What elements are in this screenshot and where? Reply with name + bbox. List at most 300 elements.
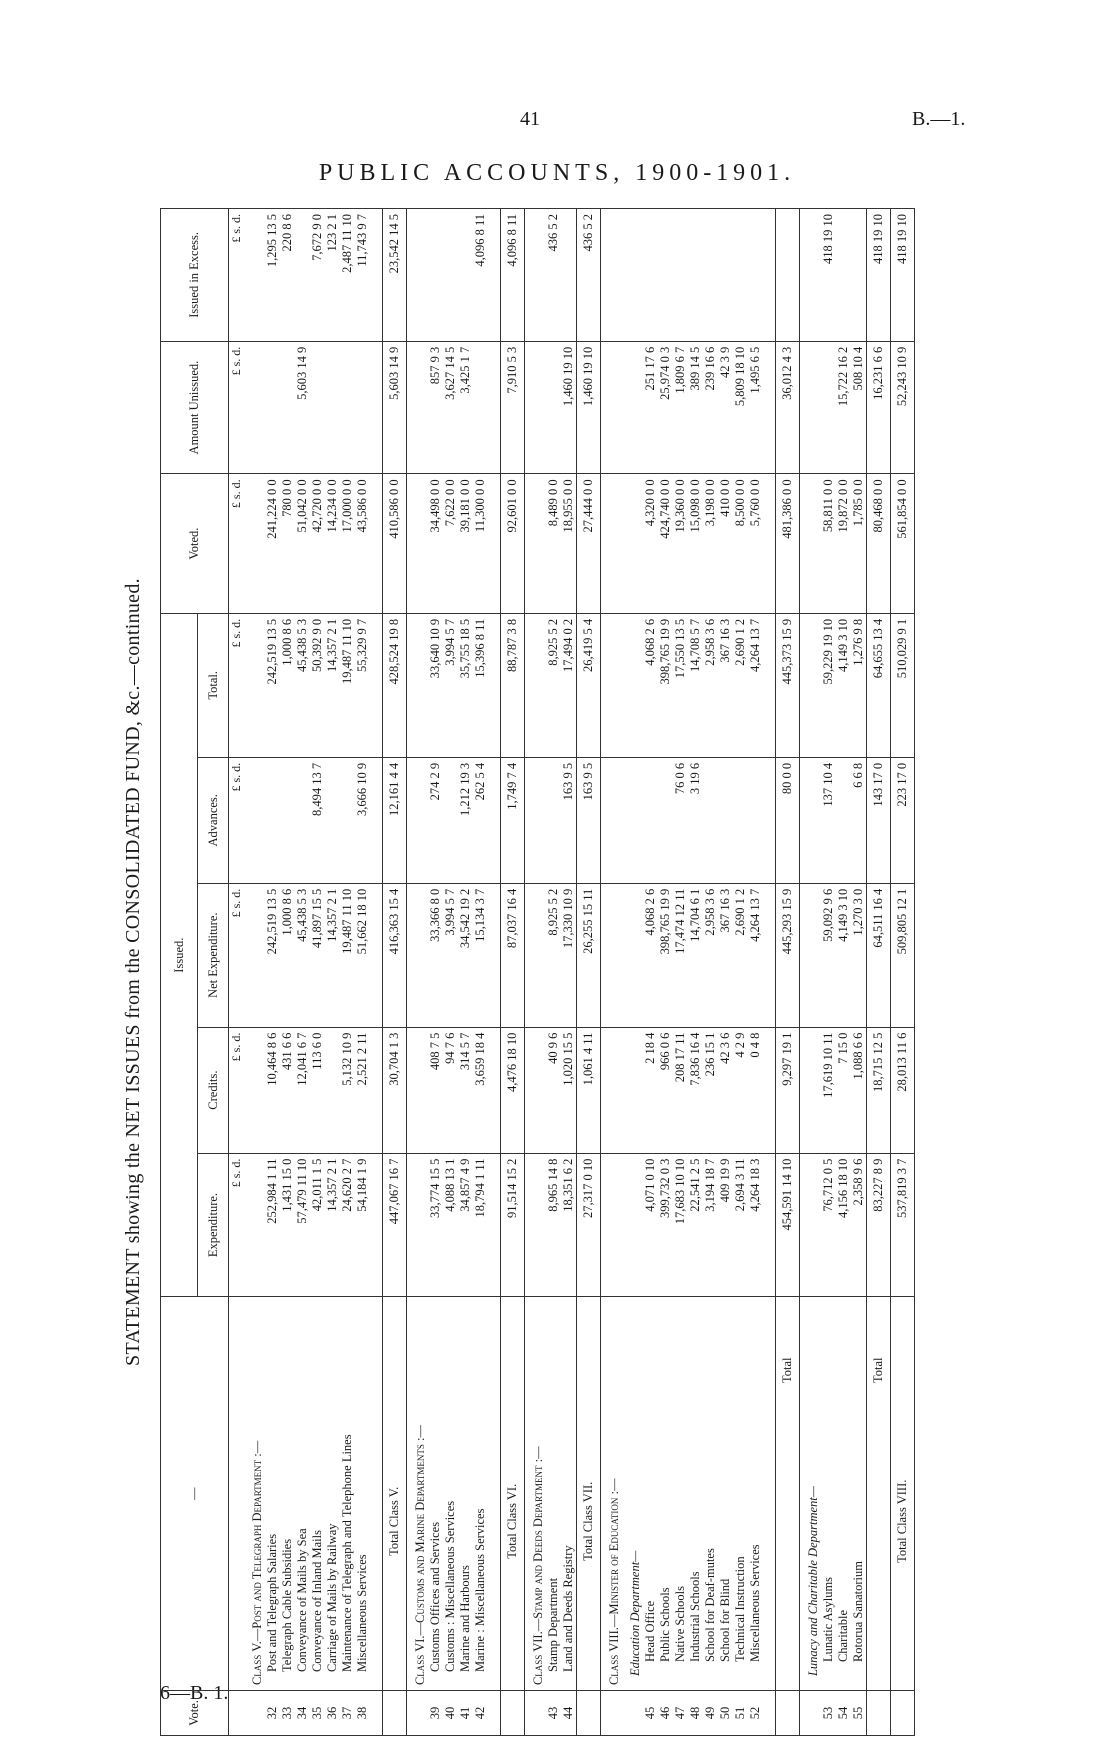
expenditure-cell: 34,857 4 9: [458, 1153, 473, 1297]
amount-unissued-cell: 1,460 19 10: [561, 341, 577, 474]
net-expenditure-cell: 398,765 19 9: [658, 883, 673, 1027]
vote-number: 33: [280, 1691, 295, 1736]
row-label: Marine : Miscellaneous Services: [473, 1297, 488, 1691]
empty-cell: [370, 209, 383, 342]
advances-cell: [546, 757, 561, 883]
empty-cell: [244, 209, 265, 342]
net-expenditure-cell: 64,511 16 4: [867, 883, 891, 1027]
expenditure-cell: 14,357 2 1: [325, 1153, 340, 1297]
vote-number: 54: [836, 1691, 851, 1736]
issued-in-excess-cell: 418 19 10: [867, 209, 891, 342]
empty-cell: [488, 757, 501, 883]
empty-cell: [407, 341, 429, 474]
advances-cell: [280, 757, 295, 883]
amount-unissued-cell: [340, 341, 355, 474]
total-cell: 398,765 19 9: [658, 613, 673, 757]
empty-cell: [370, 341, 383, 474]
net-expenditure-cell: 51,662 18 10: [355, 883, 370, 1027]
empty-cell: [800, 474, 822, 613]
statement-table: [160, 208, 915, 1736]
net-expenditure-cell: 367 16 3: [718, 883, 733, 1027]
vote-number: 41: [458, 1691, 473, 1736]
row-label: Technical Instruction: [733, 1297, 748, 1691]
units-label: £ s. d.: [229, 883, 245, 1027]
total-cell: 367 16 3: [718, 613, 733, 757]
net-expenditure-cell: 19,487 11 10: [340, 883, 355, 1027]
expenditure-cell: 83,227 8 9: [867, 1153, 891, 1297]
empty-cell: [407, 757, 429, 883]
issued-in-excess-cell: 123 2 1: [325, 209, 340, 342]
empty-cell: [525, 757, 547, 883]
vote-number: 38: [355, 1691, 370, 1736]
credits-cell: 18,715 12 5: [867, 1027, 891, 1153]
vote-number: 34: [295, 1691, 310, 1736]
row-label: Native Schools: [673, 1297, 688, 1691]
total-cell: 4,068 2 6: [643, 613, 658, 757]
advances-cell: 143 17 0: [867, 757, 891, 883]
net-expenditure-cell: 1,270 3 0: [851, 883, 867, 1027]
voted-cell: 19,872 0 0: [836, 474, 851, 613]
voted-cell: 17,000 0 0: [340, 474, 355, 613]
issued-in-excess-cell: [733, 209, 748, 342]
credits-cell: 113 6 0: [310, 1027, 325, 1153]
advances-cell: 3,666 10 9: [355, 757, 370, 883]
vote-number: 36: [325, 1691, 340, 1736]
vote-cell: [776, 1691, 800, 1736]
issued-in-excess-cell: [673, 209, 688, 342]
advances-cell: [718, 757, 733, 883]
net-expenditure-header: Net Expenditure.: [198, 883, 229, 1027]
expenditure-cell: 252,984 1 11: [265, 1153, 280, 1297]
credits-cell: 9,297 19 1: [776, 1027, 800, 1153]
units-label: £ s. d.: [229, 1027, 245, 1153]
empty-cell: [488, 1297, 501, 1691]
vote-cell: [622, 1691, 643, 1736]
vote-cell: [407, 1691, 429, 1736]
advances-cell: [643, 757, 658, 883]
credits-cell: 12,041 6 7: [295, 1027, 310, 1153]
table-row: [643, 209, 658, 1736]
empty-cell: [601, 883, 623, 1027]
expenditure-cell: 27,317 0 10: [577, 1153, 601, 1297]
table-row: [733, 209, 748, 1736]
row-label: Stamp Department: [546, 1297, 561, 1691]
credits-cell: 1,088 6 6: [851, 1027, 867, 1153]
issued-in-excess-cell: 4,096 8 11: [501, 209, 525, 342]
credits-cell: 431 6 6: [280, 1027, 295, 1153]
issued-in-excess-header: Issued in Excess.: [161, 209, 229, 342]
amount-unissued-cell: [310, 341, 325, 474]
credits-cell: 966 0 6: [658, 1027, 673, 1153]
issued-in-excess-cell: 220 8 6: [280, 209, 295, 342]
vote-number: 50: [718, 1691, 733, 1736]
spacer-row: [370, 209, 383, 1736]
empty-cell: [763, 757, 776, 883]
net-expenditure-cell: 1,000 8 6: [280, 883, 295, 1027]
table-row: [673, 209, 688, 1736]
empty-cell: [622, 1027, 643, 1153]
empty-cell: [488, 209, 501, 342]
empty-cell: [601, 613, 623, 757]
empty-cell: [763, 1153, 776, 1297]
credits-cell: 4,476 18 10: [501, 1027, 525, 1153]
row-label: Public Schools: [658, 1297, 673, 1691]
units-label: £ s. d.: [229, 757, 245, 883]
amount-unissued-header: Amount Unissued.: [161, 341, 229, 474]
empty-cell: [407, 1027, 429, 1153]
section-heading-row: [407, 209, 429, 1736]
amount-unissued-cell: [473, 341, 488, 474]
credits-cell: 0 4 8: [748, 1027, 763, 1153]
total-cell: 55,329 9 7: [355, 613, 370, 757]
expenditure-cell: 454,591 14 10: [776, 1153, 800, 1297]
empty-cell: [601, 474, 623, 613]
net-expenditure-cell: 416,363 15 4: [383, 883, 407, 1027]
advances-cell: [733, 757, 748, 883]
empty-cell: [244, 883, 265, 1027]
table-row: [325, 209, 340, 1736]
credits-cell: 28,013 11 6: [891, 1027, 915, 1153]
issued-in-excess-cell: [703, 209, 718, 342]
issued-in-excess-cell: [748, 209, 763, 342]
total-cell: 35,755 18 5: [458, 613, 473, 757]
voted-cell: 410,586 0 0: [383, 474, 407, 613]
total-cell: 14,708 5 7: [688, 613, 703, 757]
advances-cell: 6 6 8: [851, 757, 867, 883]
empty-cell: [525, 613, 547, 757]
empty-cell: [488, 474, 501, 613]
issued-in-excess-cell: [443, 209, 458, 342]
units-label: £ s. d.: [229, 613, 245, 757]
vote-cell: [867, 1691, 891, 1736]
empty-cell: [622, 474, 643, 613]
voted-cell: 8,500 0 0: [733, 474, 748, 613]
net-expenditure-cell: 17,330 10 9: [561, 883, 577, 1027]
net-expenditure-cell: 14,357 2 1: [325, 883, 340, 1027]
table-row: [340, 209, 355, 1736]
total-cell: 510,029 9 1: [891, 613, 915, 757]
net-expenditure-cell: 2,958 3 6: [703, 883, 718, 1027]
voted-header: Voted.: [161, 474, 229, 613]
advances-cell: [703, 757, 718, 883]
vote-cell: [383, 1691, 407, 1736]
row-label: Rotorua Sanatorium: [851, 1297, 867, 1691]
empty-cell: [488, 1027, 501, 1153]
vote-header: Vote.: [161, 1691, 229, 1736]
expenditure-cell: 4,264 18 3: [748, 1153, 763, 1297]
advances-cell: 223 17 0: [891, 757, 915, 883]
empty-cell: [622, 757, 643, 883]
voted-cell: 1,785 0 0: [851, 474, 867, 613]
advances-cell: 12,161 4 4: [383, 757, 407, 883]
net-expenditure-cell: 3,994 5 7: [443, 883, 458, 1027]
amount-unissued-cell: 5,603 14 9: [383, 341, 407, 474]
voted-cell: 15,098 0 0: [688, 474, 703, 613]
total-cell: 4,264 13 7: [748, 613, 763, 757]
expenditure-cell: 57,479 11 10: [295, 1153, 310, 1297]
net-expenditure-cell: 15,134 3 7: [473, 883, 488, 1027]
issued-in-excess-cell: [851, 209, 867, 342]
net-expenditure-cell: 33,366 8 0: [428, 883, 443, 1027]
advances-cell: [836, 757, 851, 883]
total-row: [577, 209, 601, 1736]
empty-cell: [800, 757, 822, 883]
total-cell: 242,519 13 5: [265, 613, 280, 757]
expenditure-cell: 76,712 0 5: [821, 1153, 836, 1297]
empty-cell: [800, 341, 822, 474]
issued-in-excess-cell: 4,096 8 11: [473, 209, 488, 342]
empty-cell: [800, 613, 822, 757]
empty-cell: [601, 341, 623, 474]
row-label: Customs Offices and Services: [428, 1297, 443, 1691]
amount-unissued-cell: [280, 341, 295, 474]
amount-unissued-cell: 5,603 14 9: [295, 341, 310, 474]
total-row: [501, 209, 525, 1736]
row-label: Customs : Miscellaneous Services: [443, 1297, 458, 1691]
amount-unissued-cell: 5,809 18 10: [733, 341, 748, 474]
voted-cell: 11,300 0 0: [473, 474, 488, 613]
expenditure-cell: 17,683 10 10: [673, 1153, 688, 1297]
total-cell: 64,655 13 4: [867, 613, 891, 757]
credits-cell: 94 7 6: [443, 1027, 458, 1153]
empty-cell: [622, 883, 643, 1027]
total-label: Total: [776, 1297, 800, 1691]
voted-cell: 241,224 0 0: [265, 474, 280, 613]
spacer-row: [763, 209, 776, 1736]
expenditure-cell: 4,156 18 10: [836, 1153, 851, 1297]
voted-cell: 8,489 0 0: [546, 474, 561, 613]
issued-in-excess-cell: 436 5 2: [577, 209, 601, 342]
empty-cell: [800, 1153, 822, 1297]
voted-cell: 39,181 0 0: [458, 474, 473, 613]
voted-cell: 34,498 0 0: [428, 474, 443, 613]
table-row: [443, 209, 458, 1736]
vote-cell: [577, 1691, 601, 1736]
expenditure-cell: 24,620 2 7: [340, 1153, 355, 1297]
advances-cell: 1,749 7 4: [501, 757, 525, 883]
section-heading: Class VII.—Stamp and Deeds Department :—: [525, 1297, 547, 1691]
empty-cell: [244, 757, 265, 883]
amount-unissued-cell: 389 14 5: [688, 341, 703, 474]
row-label: Maintenance of Telegraph and Telephone Lines: [340, 1297, 355, 1691]
advances-cell: 262 5 4: [473, 757, 488, 883]
issued-in-excess-cell: 418 19 10: [891, 209, 915, 342]
amount-unissued-cell: 251 17 6: [643, 341, 658, 474]
empty-cell: [525, 1153, 547, 1297]
total-row: [776, 209, 800, 1736]
row-label: Lunatic Asylums: [821, 1297, 836, 1691]
total-row: [383, 209, 407, 1736]
amount-unissued-cell: [265, 341, 280, 474]
credits-cell: 5,132 10 9: [340, 1027, 355, 1153]
net-expenditure-cell: 4,068 2 6: [643, 883, 658, 1027]
issued-in-excess-cell: 11,743 9 7: [355, 209, 370, 342]
amount-unissued-cell: 239 16 6: [703, 341, 718, 474]
total-cell: 19,487 11 10: [340, 613, 355, 757]
advances-cell: [340, 757, 355, 883]
vote-cell: [891, 1691, 915, 1736]
total-cell: 445,373 15 9: [776, 613, 800, 757]
empty-cell: [370, 1027, 383, 1153]
voted-cell: 5,760 0 0: [748, 474, 763, 613]
empty-cell: [601, 1153, 623, 1297]
net-expenditure-cell: 4,149 3 10: [836, 883, 851, 1027]
table-row: [658, 209, 673, 1736]
credits-cell: 40 9 6: [546, 1027, 561, 1153]
empty-cell: [763, 209, 776, 342]
voted-cell: 14,234 0 0: [325, 474, 340, 613]
row-label: Industrial Schools: [688, 1297, 703, 1691]
credits-cell: 1,061 4 11: [577, 1027, 601, 1153]
row-label: Charitable: [836, 1297, 851, 1691]
expenditure-cell: 18,794 1 11: [473, 1153, 488, 1297]
vote-number: 47: [673, 1691, 688, 1736]
empty-cell: [800, 1027, 822, 1153]
vote-number: 44: [561, 1691, 577, 1736]
section-heading: Class V.—Post and Telegraph Department :—: [244, 1297, 265, 1691]
vote-cell: [601, 1691, 623, 1736]
empty-cell: [370, 474, 383, 613]
vote-number: 37: [340, 1691, 355, 1736]
issued-in-excess-cell: [295, 209, 310, 342]
table-row: [561, 209, 577, 1736]
credits-cell: 30,704 1 3: [383, 1027, 407, 1153]
issued-in-excess-cell: 418 19 10: [821, 209, 836, 342]
expenditure-cell: 399,732 0 3: [658, 1153, 673, 1297]
vote-number: 52: [748, 1691, 763, 1736]
row-label: Land and Deeds Registry: [561, 1297, 577, 1691]
table-row: [428, 209, 443, 1736]
vote-number: 53: [821, 1691, 836, 1736]
expenditure-cell: 4,071 0 10: [643, 1153, 658, 1297]
advances-cell: [658, 757, 673, 883]
vote-cell: [244, 1691, 265, 1736]
net-expenditure-cell: 4,264 13 7: [748, 883, 763, 1027]
credits-cell: 3,659 18 4: [473, 1027, 488, 1153]
table-row: [473, 209, 488, 1736]
units-row: [229, 209, 245, 1736]
empty-cell: [407, 883, 429, 1027]
table-row: [295, 209, 310, 1736]
table-row: [310, 209, 325, 1736]
net-expenditure-cell: 59,092 9 6: [821, 883, 836, 1027]
description-header: —: [161, 1297, 229, 1691]
statement-block: [106, 208, 974, 1736]
voted-cell: 43,586 0 0: [355, 474, 370, 613]
advances-cell: 3 19 6: [688, 757, 703, 883]
row-label: Telegraph Cable Subsidies: [280, 1297, 295, 1691]
total-label: Total: [867, 1297, 891, 1691]
expenditure-cell: 91,514 15 2: [501, 1153, 525, 1297]
vote-number: 43: [546, 1691, 561, 1736]
empty-cell: [244, 1153, 265, 1297]
amount-unissued-cell: [821, 341, 836, 474]
advances-cell: [295, 757, 310, 883]
amount-unissued-cell: 3,627 14 5: [443, 341, 458, 474]
empty-cell: [370, 613, 383, 757]
row-label: Head Office: [643, 1297, 658, 1691]
empty-cell: [488, 613, 501, 757]
net-expenditure-cell: 41,897 15 5: [310, 883, 325, 1027]
section-heading: Class VI.—Customs and Marine Departments :—: [407, 1297, 429, 1691]
vote-number: 32: [265, 1691, 280, 1736]
voted-cell: 19,360 0 0: [673, 474, 688, 613]
table-row: [688, 209, 703, 1736]
amount-unissued-cell: 1,809 6 7: [673, 341, 688, 474]
issued-in-excess-cell: 2,487 11 10: [340, 209, 355, 342]
total-cell: 26,419 5 4: [577, 613, 601, 757]
issued-in-excess-cell: 436 5 2: [546, 209, 561, 342]
advances-cell: [265, 757, 280, 883]
table-row: [703, 209, 718, 1736]
credits-cell: 10,464 8 6: [265, 1027, 280, 1153]
section-heading-row: [622, 209, 643, 1736]
advances-cell: 76 0 6: [673, 757, 688, 883]
expenditure-cell: 537,819 3 7: [891, 1153, 915, 1297]
advances-cell: [748, 757, 763, 883]
net-expenditure-cell: 8,925 5 2: [546, 883, 561, 1027]
credits-cell: 2 18 4: [643, 1027, 658, 1153]
total-cell: 4,149 3 10: [836, 613, 851, 757]
total-cell: 88,787 3 8: [501, 613, 525, 757]
total-row: [867, 209, 891, 1736]
amount-unissued-cell: 508 10 4: [851, 341, 867, 474]
units-label: £ s. d.: [229, 1153, 245, 1297]
issued-in-excess-cell: [428, 209, 443, 342]
expenditure-cell: 8,965 14 8: [546, 1153, 561, 1297]
vote-number: 55: [851, 1691, 867, 1736]
empty-cell: [488, 341, 501, 474]
expenditure-cell: 4,088 13 1: [443, 1153, 458, 1297]
credits-cell: 42 3 6: [718, 1027, 733, 1153]
issued-in-excess-cell: [643, 209, 658, 342]
units-label: £ s. d.: [229, 341, 245, 474]
credits-cell: 408 7 5: [428, 1027, 443, 1153]
amount-unissued-cell: [325, 341, 340, 474]
total-cell: 15,396 8 11: [473, 613, 488, 757]
expenditure-cell: 409 19 9: [718, 1153, 733, 1297]
net-expenditure-cell: 445,293 15 9: [776, 883, 800, 1027]
issued-header: Issued.: [161, 613, 198, 1297]
empty-cell: [407, 613, 429, 757]
section-heading: Lunacy and Charitable Department—: [800, 1297, 822, 1691]
voted-cell: 3,198 0 0: [703, 474, 718, 613]
page-title: PUBLIC ACCOUNTS, 1900-1901.: [318, 160, 796, 186]
empty-cell: [525, 1027, 547, 1153]
empty-cell: [800, 209, 822, 342]
net-expenditure-cell: 45,438 5 3: [295, 883, 310, 1027]
advances-cell: 1,212 19 3: [458, 757, 473, 883]
credits-cell: 4 2 9: [733, 1027, 748, 1153]
page-number: 41: [520, 108, 540, 130]
issued-in-excess-cell: 7,672 9 0: [310, 209, 325, 342]
empty-cell: [407, 474, 429, 613]
empty-cell: [525, 883, 547, 1027]
total-cell: 59,229 19 10: [821, 613, 836, 757]
vote-number: 35: [310, 1691, 325, 1736]
credits-cell: 208 17 11: [673, 1027, 688, 1153]
amount-unissued-cell: 3,425 1 7: [458, 341, 473, 474]
advances-cell: 8,494 13 7: [310, 757, 325, 883]
empty-cell: [488, 1691, 501, 1736]
total-label: Total Class VIII.: [891, 1297, 915, 1691]
expenditure-cell: 2,358 9 6: [851, 1153, 867, 1297]
expenditure-cell: 33,774 15 5: [428, 1153, 443, 1297]
empty-cell: [601, 1027, 623, 1153]
total-cell: 33,640 10 9: [428, 613, 443, 757]
amount-unissued-cell: 52,243 10 9: [891, 341, 915, 474]
net-expenditure-cell: 509,805 12 1: [891, 883, 915, 1027]
